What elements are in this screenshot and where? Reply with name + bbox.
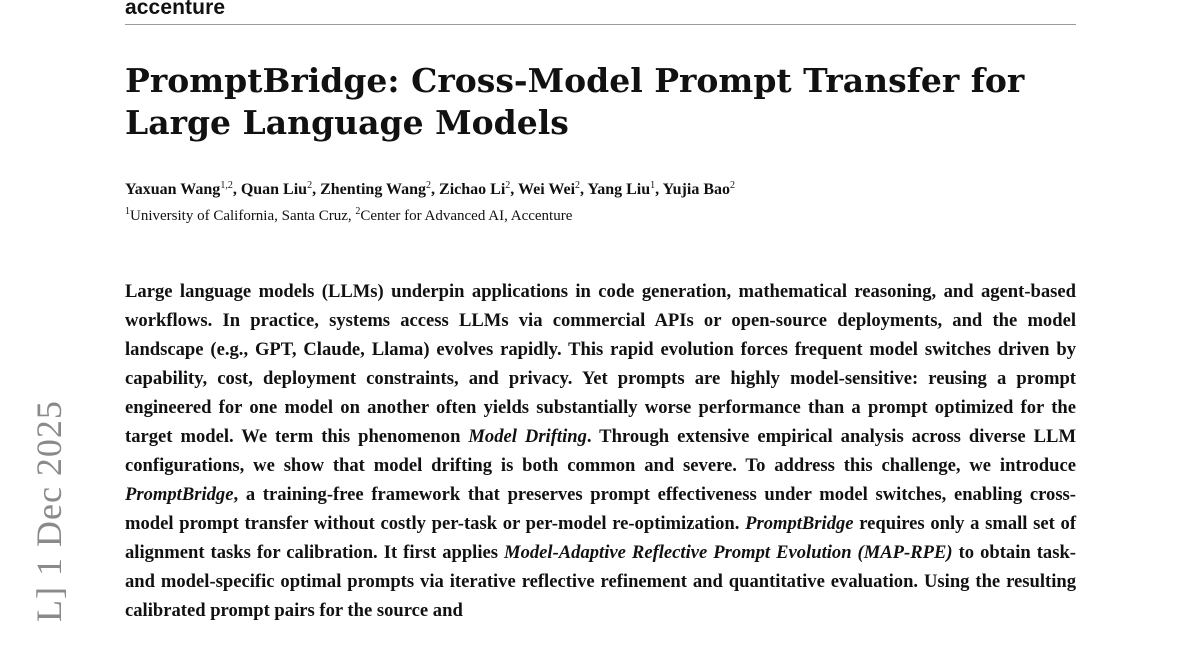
affiliation-name: Center for Advanced AI, Accenture [360, 208, 573, 224]
abstract-segment: requires only a small set of alignment tasks for calibration. It first applies [125, 513, 1077, 563]
affiliation-list [125, 207, 1076, 225]
abstract-segment: Model Drifting [468, 426, 587, 447]
author-name: Yujia Bao [662, 181, 730, 198]
abstract-segment: . Through extensive empirical analysis across diverse LLM configurations, we show that model drifting is both common and severe. To address this challenge, we introduce [125, 426, 1076, 476]
author-name: Zichao Li [439, 181, 506, 198]
affil-sup: 2 [355, 206, 361, 217]
author-affil-sup: 2 [307, 180, 313, 191]
author-affil-sup: 1 [650, 180, 656, 191]
abstract-segment: PromptBridge [125, 484, 234, 505]
author-name: Yang Liu [587, 181, 651, 198]
affiliation-name: University of California, Santa Cruz, [130, 208, 352, 224]
accenture-logo: accenture [125, 0, 226, 19]
author-affil-sup: 2 [575, 180, 581, 191]
author-affil-sup: 2 [426, 180, 432, 191]
paper-title: PromptBridge: Cross-Model Prompt Transfer for Large Language Models [125, 61, 1025, 142]
author-affil-sup: 2 [730, 180, 735, 191]
affil-sup: 1 [125, 206, 130, 217]
author-name: Yaxuan Wang [125, 181, 221, 198]
author-name: Zhenting Wang [320, 181, 427, 198]
abstract-segment: , a training-free framework that preserves prompt effectiveness under model switches, enabling cross-model prompt transfer without costly per-task or per-model re-optimization. [125, 484, 1076, 534]
header-divider [125, 24, 1076, 25]
author-name: Wei Wei [518, 181, 576, 198]
arxiv-side-stamp: L] 1 Dec 2025 [29, 400, 69, 622]
abstract-segment: Model-Adaptive Reflective Prompt Evolution (MAP-RPE) [504, 542, 953, 563]
author-list: Yaxuan Wang$^{1,2}$, Quan Liu$^2$, Zhenting Wang$^2$, Zichao Li$^2$, Wei Wei$^2$, Yang Liu$^1$, Yujia Bao$^2$ [125, 180, 735, 198]
author-affil-sup: 1,2 [220, 180, 233, 191]
abstract-segment: Large language models (LLMs) underpin applications in code generation, mathematical reasoning, and agent-based workflows. In practice, systems access LLMs via commercial APIs or open-source deployments, and the model landscape (e.g., GPT, Claude, Llama) evolves rapidly. This rapid evolution forces frequent model switches driven by capability, cost, deployment constraints, and privacy. Yet prompts are highly model-sensitive: reusing a prompt engineered for one model on another often yields substantially worse performance than a prompt optimized for the target model. We term this phenomenon [125, 281, 1076, 447]
author-affil-sup: 2 [505, 180, 511, 191]
abstract-text [125, 277, 1076, 625]
abstract-segment: to obtain task- and model-specific optimal prompts via iterative reflective refinement and quantitative evaluation. Using the resulting calibrated prompt pairs for the source and [125, 542, 1076, 621]
abstract-segment: PromptBridge [745, 513, 854, 534]
author-name: Quan Liu [240, 181, 308, 198]
